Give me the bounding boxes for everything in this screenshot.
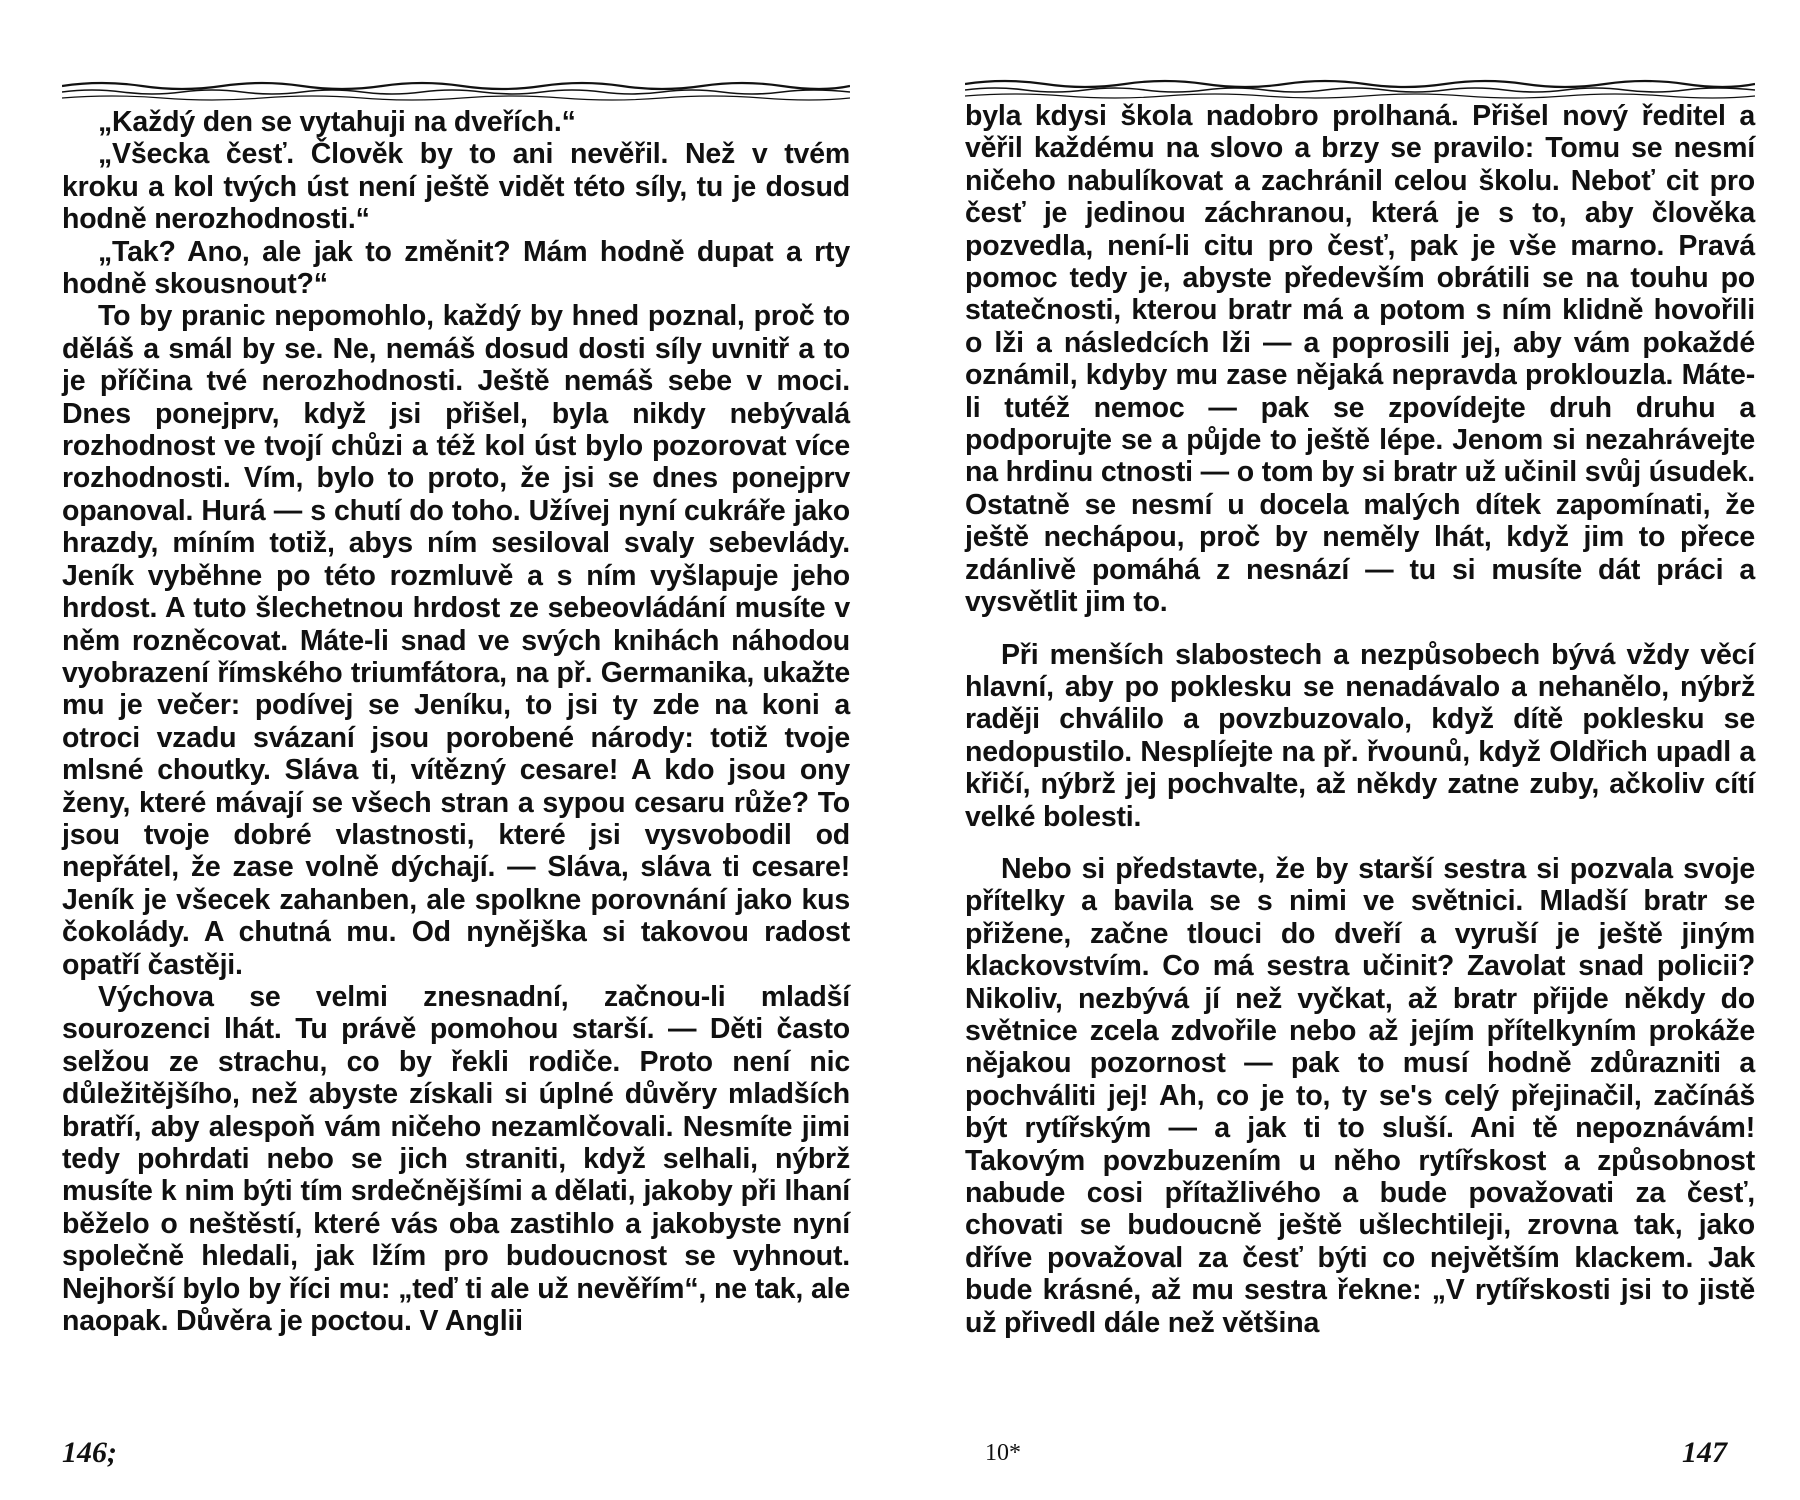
page-number: 146; [62,1436,117,1469]
paragraph: „Všecka česť. Člověk by to ani nevěřil. Než v tvém kroku a kol tvých úst není ještě vidět této síly, tu je dosud hodně nerozhodnosti.“ [62,138,850,236]
paragraph: Výchova se velmi znesnadní, začnou-li mladší sourozenci lhát. Tu právě pomohou starší. — Děti často selžou ze strachu, co by řekli rodiče. Proto není nic důležitějšího, než abyste získali si úplné důvěry mladších bratří, aby alespoň vám ničeho nezamlčovali. Nesmíte jimi tedy pohrdati nebo se jich straniti, když selhali, nýbrž musíte k nim býti tím srdečnějšími a dělati, jakoby při lhaní běželo o neštěstí, které vás oba zastihlo a jakobyste nyní společně hledali, jak lžím pro budoucnost se vyhnout. Nejhorší bylo by říci mu: „teď ti ale už nevěřím“, ne tak, ale naopak. Důvěra je poctou. V Anglii [62,980,850,1338]
signature-mark: 10* [985,1440,1021,1466]
right-page-body [965,100,1755,1339]
page-number: 147 [1682,1436,1727,1469]
paragraph: Nebo si představte, že by starší sestra si pozvala svoje přítelky a bavila se s nimi ve světnici. Mladší bratr se přižene, začne tlouci do dveří a vyruší je ještě jiným klackovstvím. Co má sestra učinit? Zavolat snad policii? Nikoliv, nezbývá jí než vyčkat, až bratr přijde někdy do světnice zcela zdvořile nebo až jejím přítelkyním prokáže nějakou pozornost — pak to musí hodně zdůrazniti a pochváliti jej! Ah, co je to, ty se's celý přejinačil, začínáš být rytířským — a jak ti to sluší. Ani tě nepoznávám! Takovým povzbuzením u něho rytířskost a způsobnost nabude cosi přítažlivého a bude považovati za česť, chovati se budoucně ještě ušlechtileji, zrovna tak, jako dříve považoval za česť býti co největším klackem. Jak bude krásné, až mu sestra řekne: „V rytířskosti jsi to jistě už přivedl dále než většina [965,852,1755,1339]
paragraph: Při menších slabostech a nezpůsobech bývá vždy věcí hlavní, aby po poklesku se nenadávalo a nehanělo, nýbrž raději chválilo a povzbuzovalo, když dítě poklesku se nedopustilo. Nesplíejte na př. řvounů, když Oldřich upadl a křičí, nýbrž jej pochvalte, až někdy zatne zuby, ačkoliv cítí velké bolesti. [965,638,1755,833]
paragraph: To by pranic nepomohlo, každý by hned poznal, proč to děláš a smál by se. Ne, nemáš dosud dosti síly uvnitř a to je příčina tvé nerozhodnosti. Ještě nemáš sebe v moci. Dnes ponejprv, když jsi přišel, byla nikdy nebývalá rozhodnost ve tvojí chůzi a též kol úst bylo pozorovat více rozhodnosti. Vím, bylo to proto, že jsi se dnes ponejprv opanoval. Hurá — s chutí do toho. Užívej nyní cukráře jako hrazdy, míním totiž, abys ním sesiloval svaly sebevlády. Jeník vyběhne po této rozmluvě a s ním vyšlapuje jeho hrdost. A tuto šlechetnou hrdost ze sebeovládání musíte v něm rozněcovat. Máte-li snad ve svých knihách náhodou vyobrazení římského triumfátora, na př. Germanika, ukažte mu je večer: podívej se Jeníku, to jsi ty zde na koni a otroci vzadu svázaní jsou porobené národy: totiž tvoje mlsné choutky. Sláva ti, vítězný cesare! A kdo jsou ony ženy, které mávají se všech stran a sypou cesaru růže? To jsou tvoje dobré vlastnosti, které jsi vysvobodil od nepřátel, že zase volně dýchají. — Sláva, sláva ti cesare! Jeník je všecek zahanben, ale spolkne porovnání jako kus čokolády. A chutná mu. Od nynějška si takovou radost opatří častěji. [62,300,850,981]
paragraph: „Tak? Ano, ale jak to změnit? Mám hodně dupat a rty hodně skousnout?“ [62,235,850,301]
left-page-body [62,106,850,1337]
left-page [62,0,850,1500]
paragraph: „Každý den se vytahuji na dveřích.“ [98,106,576,138]
paragraph: byla kdysi škola nadobro prolhaná. Přišel nový ředitel a věřil každému na slovo a brzy se pravilo: Tomu se nesmí ničeho nabulíkovat a zachránil celou školu. Neboť cit pro česť je jedinou záchranou, která je s to, aby člověka pozvedla, není-li citu pro česť, pak je vše marno. Pravá pomoc tedy je, abyste především obrátili se na touhu po statečnosti, kterou bratr má a potom s ním klidně hovořili o lži a následcích lži — a poprosili jej, aby vám pokaždé oznámil, kdyby mu zase nějaká nepravda proklouzla. Máte-li tutéž nemoc — pak se zpovídejte druh druhu a podporujte se a půjde to ještě lépe. Jenom si nezahrávejte na hrdinu ctnosti — o tom by si bratr už učinil svůj úsudek. Ostatně se nesmí u docela malých dítek zapomínati, že ještě nechápou, proč by neměly lhát, když jim to přece zdánlivě pomáhá z nesnází — tu si musíte dát práci a vysvětlit jim to. [965,100,1755,619]
right-page [965,0,1755,1500]
